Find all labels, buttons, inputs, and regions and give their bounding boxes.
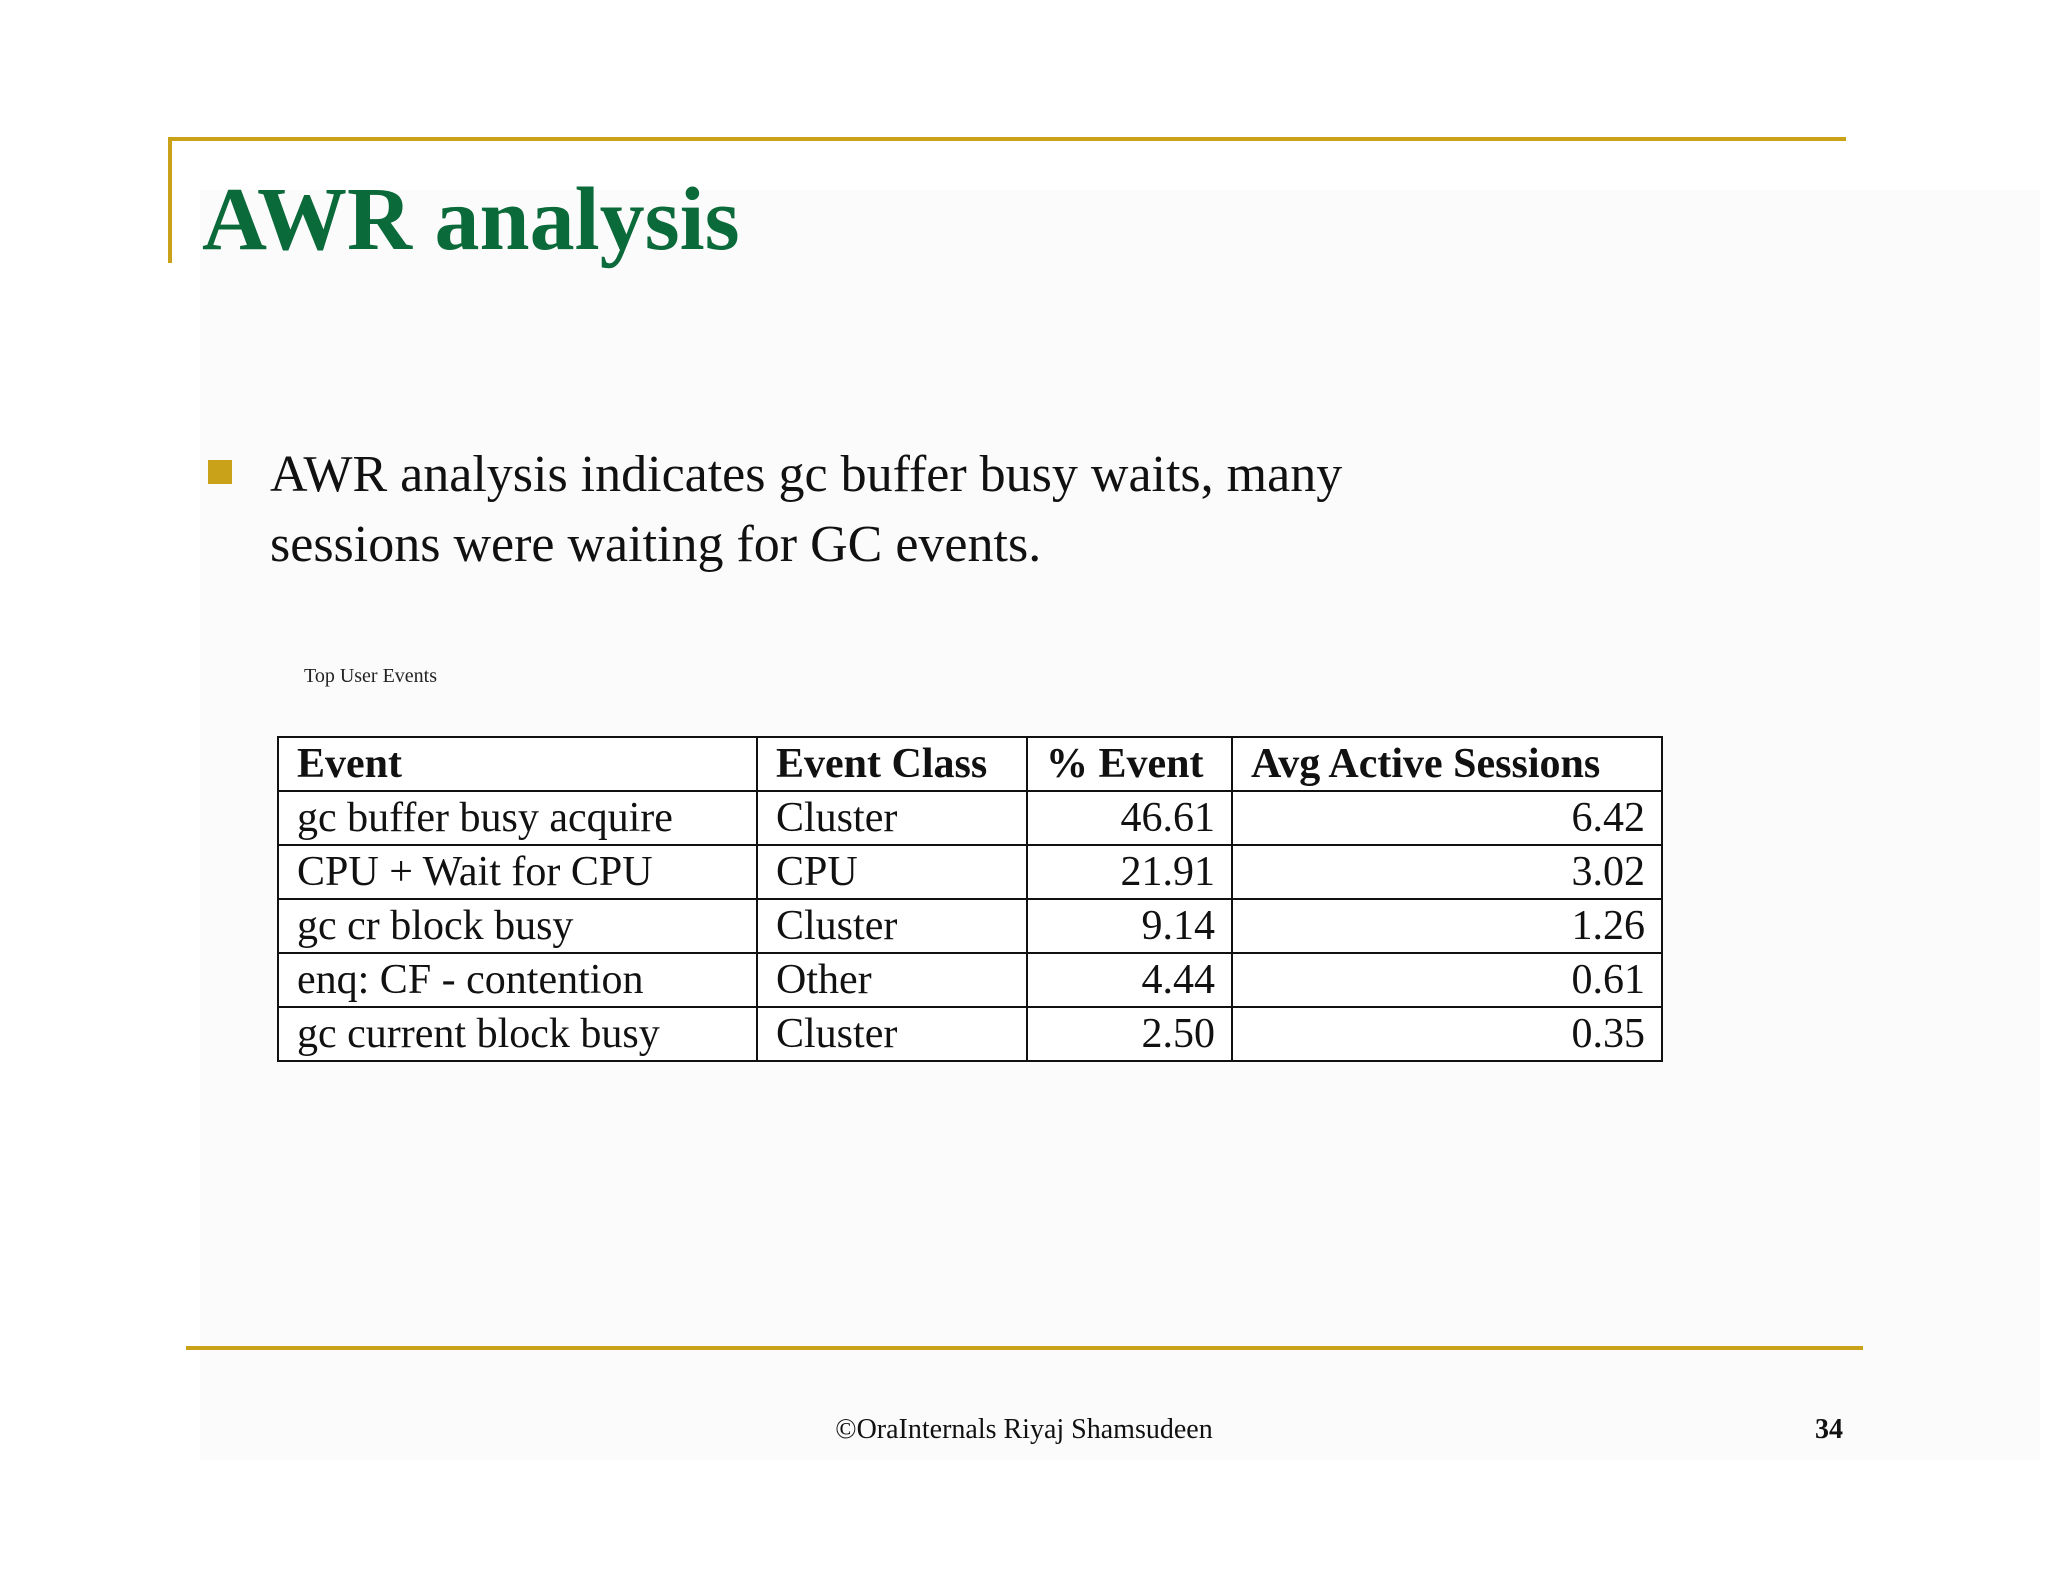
table-row [278,1007,1662,1061]
page-number: 34 [1815,1414,1843,1445]
square-bullet-icon [208,460,232,484]
left-rule [168,137,172,263]
event-class-cell: Other [757,953,1027,1007]
event-cell: gc current block busy [278,1007,757,1061]
column-header-percent-event: % Event [1027,737,1232,791]
event-cell: gc buffer busy acquire [278,791,757,845]
bottom-rule [186,1346,1863,1350]
percent-event-cell: 9.14 [1027,899,1232,953]
event-cell: CPU + Wait for CPU [278,845,757,899]
top-user-events-table [277,736,1663,1062]
table-row [278,953,1662,1007]
slide-title: AWR analysis [202,170,740,269]
table-header-row [278,737,1662,791]
footer-copyright: ©OraInternals Riyaj Shamsudeen [835,1414,1213,1445]
avg-active-sessions-cell: 0.35 [1232,1007,1662,1061]
avg-active-sessions-cell: 0.61 [1232,953,1662,1007]
event-class-cell: Cluster [757,791,1027,845]
percent-event-cell: 21.91 [1027,845,1232,899]
column-header-event: Event [278,737,757,791]
top-rule [168,137,1846,141]
avg-active-sessions-cell: 3.02 [1232,845,1662,899]
event-cell: enq: CF - contention [278,953,757,1007]
table-row [278,845,1662,899]
percent-event-cell: 2.50 [1027,1007,1232,1061]
column-header-event-class: Event Class [757,737,1027,791]
event-class-cell: Cluster [757,899,1027,953]
bullet-text: AWR analysis indicates gc buffer busy waits, many sessions were waiting for GC events. [270,446,1343,573]
percent-event-cell: 46.61 [1027,791,1232,845]
table-row [278,899,1662,953]
percent-event-cell: 4.44 [1027,953,1232,1007]
avg-active-sessions-cell: 1.26 [1232,899,1662,953]
table-row [278,791,1662,845]
event-cell: gc cr block busy [278,899,757,953]
event-class-cell: Cluster [757,1007,1027,1061]
avg-active-sessions-cell: 6.42 [1232,791,1662,845]
event-class-cell: CPU [757,845,1027,899]
column-header-avg-active-sessions: Avg Active Sessions [1232,737,1662,791]
table-caption: Top User Events [304,665,438,687]
